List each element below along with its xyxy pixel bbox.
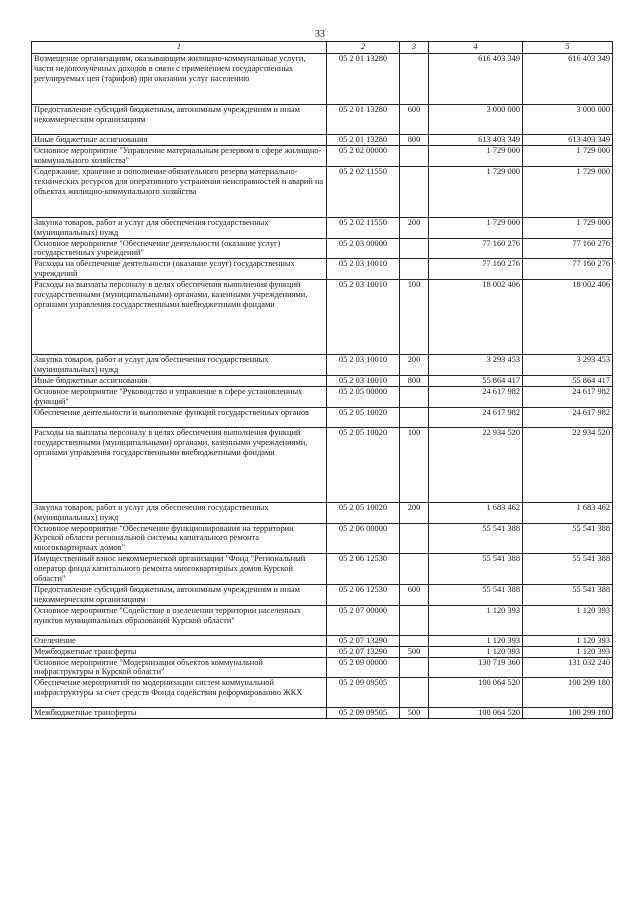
expense-type: 200 (400, 355, 429, 376)
column-number: 3 (400, 42, 429, 54)
target-code: 05 2 05 10020 (327, 427, 400, 502)
row-name: Закупка товаров, работ и услуг для обеспечения государственных (муниципальных) нужд (32, 355, 327, 376)
amount-col4: 100 064 520 (429, 678, 523, 708)
table-row (32, 166, 613, 217)
row-name: Возмещение организациям, оказывающим жилищно-коммунальные услуги, части недополученных доходов в связи с применением государственных регулируемых цен (тарифов) при оказании услуг населению (32, 54, 327, 105)
amount-col4: 22 934 520 (429, 427, 523, 502)
expense-type (400, 54, 429, 105)
row-name: Основное мероприятие "Управление материальным резервом в сфере жилищно-коммунального хозяйства" (32, 145, 327, 166)
table-row (32, 54, 613, 105)
row-name: Межбюджетные трансферты (32, 646, 327, 657)
amount-col4: 18 002 406 (429, 280, 523, 355)
amount-col4: 1 729 000 (429, 145, 523, 166)
amount-col5: 131 032 240 (523, 657, 613, 678)
page-number: 33 (315, 29, 325, 40)
amount-col4: 613 403 349 (429, 135, 523, 146)
table-row (32, 523, 613, 554)
column-number-row (32, 42, 613, 54)
amount-col5: 3 000 000 (523, 105, 613, 135)
table-row (32, 657, 613, 678)
expense-type (400, 407, 429, 427)
target-code: 05 2 07 00000 (327, 605, 400, 635)
target-code: 05 2 02 11550 (327, 166, 400, 217)
expense-type: 800 (400, 135, 429, 146)
amount-col4: 55 541 388 (429, 554, 523, 585)
amount-col5: 55 541 388 (523, 554, 613, 585)
expense-type: 500 (400, 708, 429, 719)
amount-col4: 24 617 982 (429, 407, 523, 427)
amount-col4: 1 729 000 (429, 166, 523, 217)
expense-type (400, 554, 429, 585)
amount-col4: 100 064 520 (429, 708, 523, 719)
amount-col5: 1 729 000 (523, 166, 613, 217)
expense-type (400, 657, 429, 678)
table-row (32, 407, 613, 427)
amount-col4: 1 683 462 (429, 502, 523, 523)
table-row (32, 105, 613, 135)
table-row (32, 502, 613, 523)
table-row (32, 708, 613, 719)
row-name: Основное мероприятие "Обеспечение деятельности (оказание услуг) государственных учреждений" (32, 238, 327, 259)
row-name: Межбюджетные трансферты (32, 708, 327, 719)
expense-type (400, 166, 429, 217)
column-number: 1 (32, 42, 327, 54)
row-name: Основное мероприятие "Содействие в озеленении территории населенных пунктов муниципальных образований Курской области" (32, 605, 327, 635)
table-row (32, 678, 613, 708)
amount-col4: 616 403 349 (429, 54, 523, 105)
table-row (32, 238, 613, 259)
amount-col5: 3 293 453 (523, 355, 613, 376)
budget-table (31, 41, 613, 719)
table-row (32, 355, 613, 376)
expense-type: 100 (400, 427, 429, 502)
target-code: 05 2 09 09505 (327, 708, 400, 719)
row-name: Предоставление субсидий бюджетным, автономным учреждениям и иным некоммерческим организациям (32, 105, 327, 135)
amount-col5: 24 617 982 (523, 407, 613, 427)
table-row (32, 280, 613, 355)
column-number: 2 (327, 42, 400, 54)
amount-col5: 616 403 349 (523, 54, 613, 105)
row-name: Предоставление субсидий бюджетным, автономным учреждениям и иным некоммерческим организациям (32, 584, 327, 605)
amount-col4: 3 000 000 (429, 105, 523, 135)
row-name: Закупка товаров, работ и услуг для обеспечения государственных (муниципальных) нужд (32, 217, 327, 238)
amount-col4: 77 160 276 (429, 238, 523, 259)
amount-col4: 55 541 388 (429, 584, 523, 605)
table-row (32, 554, 613, 585)
row-name: Основное мероприятие "Руководство и управление в сфере установленных функций" (32, 386, 327, 407)
row-name: Иные бюджетные ассигнования (32, 375, 327, 386)
target-code: 05 2 06 00000 (327, 523, 400, 554)
expense-type (400, 605, 429, 635)
table-row (32, 584, 613, 605)
table-row (32, 635, 613, 646)
expense-type: 100 (400, 280, 429, 355)
expense-type: 500 (400, 646, 429, 657)
amount-col5: 100 299 180 (523, 678, 613, 708)
amount-col5: 55 541 388 (523, 584, 613, 605)
row-name: Расходы на выплаты персоналу в целях обеспечения выполнения функций государственными (муниципальными) органами, казенными учреждениями, органами управления государственными внебюджетными фондами (32, 280, 327, 355)
row-name: Имущественный взнос некоммерческой организации "Фонд "Региональный оператор фонда капитального ремонта многоквартирных домов Курской области" (32, 554, 327, 585)
amount-col4: 24 617 982 (429, 386, 523, 407)
expense-type: 600 (400, 105, 429, 135)
table-row (32, 375, 613, 386)
table-row (32, 217, 613, 238)
amount-col5: 18 002 406 (523, 280, 613, 355)
row-name: Основное мероприятие "Модернизация объектов коммунальной инфраструктуры в Курской области" (32, 657, 327, 678)
table-row (32, 145, 613, 166)
column-number: 4 (429, 42, 523, 54)
row-name: Расходы на обеспечение деятельности (оказание услуг) государственных учреждений (32, 259, 327, 280)
target-code: 05 2 03 10010 (327, 355, 400, 376)
amount-col4: 3 293 453 (429, 355, 523, 376)
column-number: 5 (523, 42, 613, 54)
target-code: 05 2 01 13280 (327, 105, 400, 135)
table-row (32, 135, 613, 146)
expense-type: 200 (400, 502, 429, 523)
target-code: 05 2 05 00000 (327, 386, 400, 407)
target-code: 05 2 05 10020 (327, 407, 400, 427)
target-code: 05 2 02 11550 (327, 217, 400, 238)
target-code: 05 2 01 13280 (327, 54, 400, 105)
table-row (32, 259, 613, 280)
amount-col5: 77 160 276 (523, 259, 613, 280)
target-code: 05 2 05 10020 (327, 502, 400, 523)
amount-col4: 1 120 393 (429, 646, 523, 657)
target-code: 05 2 03 10010 (327, 259, 400, 280)
target-code: 05 2 07 13290 (327, 646, 400, 657)
amount-col5: 24 617 982 (523, 386, 613, 407)
expense-type (400, 386, 429, 407)
amount-col5: 55 864 417 (523, 375, 613, 386)
amount-col4: 1 120 393 (429, 635, 523, 646)
target-code: 05 2 09 09505 (327, 678, 400, 708)
amount-col5: 22 934 520 (523, 427, 613, 502)
amount-col4: 55 541 388 (429, 523, 523, 554)
row-name: Содержание, хранение и пополнение обязательного резерва материально-технических ресурсов для оперативного устранения неисправностей и аварий на объектах жилищно-коммунального хозяйства (32, 166, 327, 217)
table-row (32, 605, 613, 635)
expense-type: 800 (400, 375, 429, 386)
amount-col4: 77 160 276 (429, 259, 523, 280)
amount-col5: 1 729 000 (523, 217, 613, 238)
target-code: 05 2 07 13290 (327, 635, 400, 646)
amount-col5: 1 120 393 (523, 605, 613, 635)
amount-col5: 1 729 000 (523, 145, 613, 166)
amount-col4: 55 864 417 (429, 375, 523, 386)
expense-type (400, 238, 429, 259)
expense-type (400, 678, 429, 708)
row-name: Основное мероприятие "Обеспечение функционирования на территории Курской области региональной системы капитального ремонта многоквартирных домов" (32, 523, 327, 554)
row-name: Иные бюджетные ассигнования (32, 135, 327, 146)
expense-type (400, 145, 429, 166)
amount-col5: 77 160 276 (523, 238, 613, 259)
target-code: 05 2 06 12530 (327, 554, 400, 585)
amount-col4: 1 120 393 (429, 605, 523, 635)
amount-col4: 1 729 000 (429, 217, 523, 238)
table-row (32, 386, 613, 407)
amount-col5: 100 299 180 (523, 708, 613, 719)
expense-type (400, 635, 429, 646)
row-name: Расходы на выплаты персоналу в целях обеспечения выполнения функций государственными (муниципальными) органами, казенными учреждениями, органами управления государственными внебюджетными фондами (32, 427, 327, 502)
expense-type (400, 523, 429, 554)
table-row (32, 427, 613, 502)
target-code: 05 2 06 12530 (327, 584, 400, 605)
amount-col5: 1 683 462 (523, 502, 613, 523)
row-name: Обеспечение мероприятий по модернизации систем коммунальной инфраструктуры за счет средств Фонда содействия реформированию ЖКХ (32, 678, 327, 708)
row-name: Закупка товаров, работ и услуг для обеспечения государственных (муниципальных) нужд (32, 502, 327, 523)
amount-col5: 55 541 388 (523, 523, 613, 554)
target-code: 05 2 01 13280 (327, 135, 400, 146)
amount-col4: 130 719 360 (429, 657, 523, 678)
table-row (32, 646, 613, 657)
target-code: 05 2 03 10010 (327, 280, 400, 355)
amount-col5: 1 120 393 (523, 635, 613, 646)
target-code: 05 2 02 00000 (327, 145, 400, 166)
expense-type: 600 (400, 584, 429, 605)
target-code: 05 2 03 00000 (327, 238, 400, 259)
target-code: 05 2 03 10010 (327, 375, 400, 386)
expense-type: 200 (400, 217, 429, 238)
target-code: 05 2 09 00000 (327, 657, 400, 678)
expense-type (400, 259, 429, 280)
row-name: Обеспечение деятельности и выполнение функций государственных органов (32, 407, 327, 427)
amount-col5: 613 403 349 (523, 135, 613, 146)
amount-col5: 1 120 393 (523, 646, 613, 657)
row-name: Озеленение (32, 635, 327, 646)
